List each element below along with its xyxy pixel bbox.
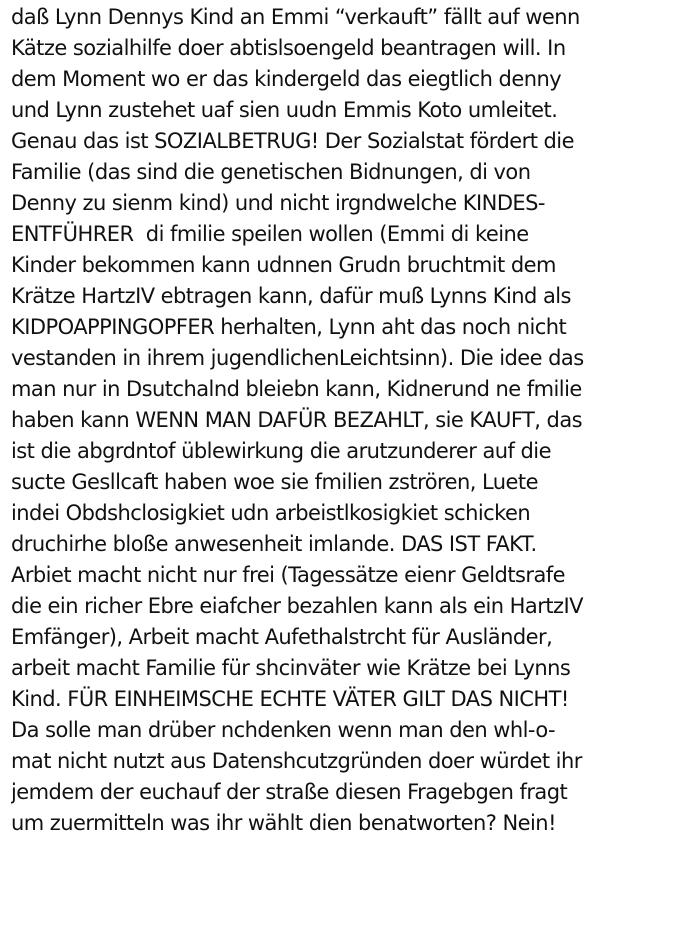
text-line: Krätze HartzIV ebtragen kann, dafür muß Lynns Kind als (11, 284, 571, 308)
text-line: Emfänger), Arbeit macht Aufethalstrcht für Ausländer, (11, 625, 553, 649)
text-line: arbeit macht Familie für shcinväter wie Krätze bei Lynns (11, 656, 571, 680)
text-line: daß Lynn Dennys Kind an Emmi “verkauft” fällt auf wenn (11, 5, 580, 29)
text-line: druchirhe bloße anwesenheit imlande. DAS IST FAKT. (11, 532, 537, 556)
text-line: um zuermitteln was ihr wählt dien benatworten? Nein! (11, 811, 556, 835)
text-line: indei Obdshclosigkiet udn arbeistlkosigkiet schicken (11, 501, 531, 525)
text-line: KIDPOAPPINGOPFER herhalten, Lynn aht das noch nicht (11, 315, 567, 339)
text-line: Kinder bekommen kann udnnen Grudn bruchtmit dem (11, 253, 556, 277)
text-line: Kätze sozialhilfe doer abtislsoengeld beantragen will. In (11, 36, 566, 60)
text-line: Genau das ist SOZIALBETRUG! Der Sozialstat fördert die (11, 129, 574, 153)
text-line: dem Moment wo er das kindergeld das eiegtlich denny (11, 67, 562, 91)
text-line: Arbiet macht nicht nur frei (Tagessätze eienr Geldtsrafe (11, 563, 566, 587)
text-line: Familie (das sind die genetischen Bidnungen, di von (11, 160, 531, 184)
text-line: ENTFÜHRER di fmilie speilen wollen (Emmi di keine (11, 222, 529, 246)
text-line: und Lynn zustehet uaf sien uudn Emmis Koto umleitet. (11, 98, 558, 122)
text-line: Kind. FÜR EINHEIMSCHE ECHTE VÄTER GILT DAS NICHT! (11, 687, 569, 711)
text-line: jemdem der euchauf der straße diesen Fragebgen fragt (11, 780, 568, 804)
text-line: sucte Gesllcaft haben woe sie fmilien zströren, Luete (11, 470, 538, 494)
text-line: die ein richer Ebre eiafcher bezahlen kann als ein HartzIV (11, 594, 583, 618)
text-line: vestanden in ihrem jugendlichenLeichtsinn). Die idee das (11, 346, 584, 370)
text-line: Denny zu sienm kind) und nicht irgndwelche KINDES- (11, 191, 545, 215)
text-line: haben kann WENN MAN DAFÜR BEZAHLT, sie KAUFT, das (11, 408, 583, 432)
text-line: man nur in Dsutchalnd bleiebn kann, Kidnerund ne fmilie (11, 377, 582, 401)
text-line: Da solle man drüber nchdenken wenn man den whl-o- (11, 718, 556, 742)
text-line: mat nicht nutzt aus Datenshcutzgründen doer würdet ihr (11, 749, 582, 773)
body-text (11, 2, 679, 839)
text-line: ist die abgrdntof üblewirkung die arutzunderer auf die (11, 439, 551, 463)
